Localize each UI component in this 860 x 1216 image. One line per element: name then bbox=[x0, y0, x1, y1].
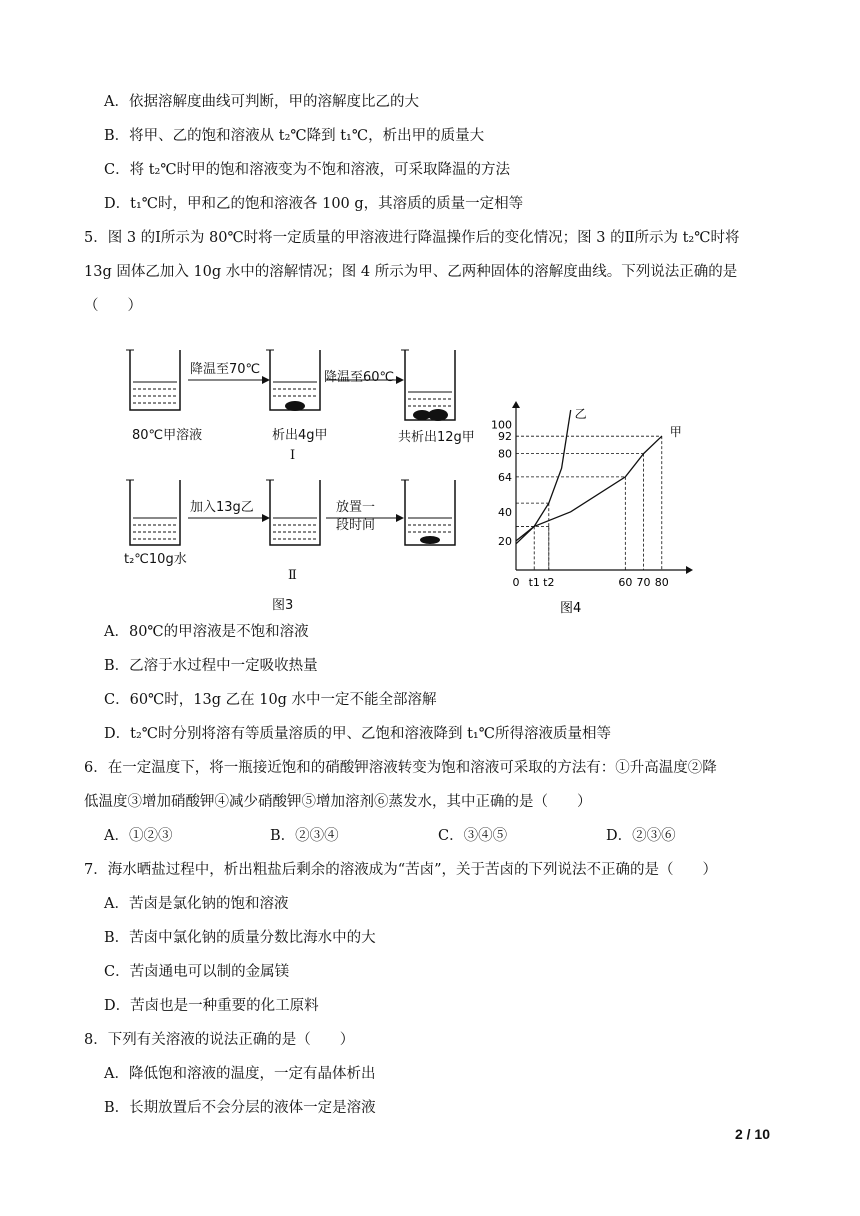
q8-option-a: A．降低饱和溶液的温度，一定有晶体析出 bbox=[104, 1066, 376, 1082]
y-tick-label-2: 64 bbox=[498, 470, 512, 484]
q8-option-b: B．长期放置后不会分层的液体一定是溶液 bbox=[104, 1100, 376, 1116]
q4-option-d: D．t₁℃时，甲和乙的饱和溶液各 100 g，其溶质的质量一定相等 bbox=[104, 196, 524, 212]
y-tick-label-3: 80 bbox=[498, 447, 512, 461]
beaker-1 bbox=[126, 350, 180, 410]
y-axis-arrow bbox=[512, 401, 520, 408]
q6-stem-line2: 低温度③增加硝酸钾④减少硝酸钾⑤增加溶剂⑥蒸发水，其中正确的是（ ） bbox=[84, 794, 592, 810]
q6-stem-line1: 6．在一定温度下，将一瓶接近饱和的硝酸钾溶液转变为饱和溶液可采取的方法有：①升高温度②降 bbox=[84, 760, 717, 776]
x-tick-label-1: t1 bbox=[528, 576, 540, 589]
q7-option-c: C．苦卤通电可以制的金属镁 bbox=[104, 964, 290, 980]
x-tick-label-5: 80 bbox=[654, 576, 669, 589]
figure-3 bbox=[120, 340, 490, 620]
roman-two: Ⅱ bbox=[288, 568, 297, 583]
q7-option-b: B．苦卤中氯化钠的质量分数比海水中的大 bbox=[104, 930, 376, 946]
series-label-0: 乙 bbox=[574, 407, 587, 421]
q4-option-b: B．将甲、乙的饱和溶液从 t₂℃降到 t₁℃，析出甲的质量大 bbox=[104, 128, 485, 144]
x-tick-label-3: 60 bbox=[618, 576, 633, 589]
beaker-3 bbox=[401, 350, 455, 421]
beaker-6 bbox=[401, 480, 455, 545]
x-tick-label-0: 0 bbox=[512, 576, 520, 589]
q6-choice-b: B．②③④ bbox=[270, 828, 339, 844]
arrow-label-add-13g: 加入13g乙 bbox=[190, 500, 254, 515]
label-precip-12g: 共析出12g甲 bbox=[398, 430, 475, 445]
q5-option-d: D．t₂℃时分别将溶有等质量溶质的甲、乙饱和溶液降到 t₁℃所得溶液质量相等 bbox=[104, 726, 611, 742]
label-80c-solution: 80℃甲溶液 bbox=[132, 428, 203, 443]
q4-option-a: A．依据溶解度曲线可判断，甲的溶解度比乙的大 bbox=[104, 94, 419, 110]
q7-option-d: D．苦卤也是一种重要的化工原料 bbox=[104, 998, 319, 1014]
arrow-label-cool-60: 降温至60℃ bbox=[324, 370, 395, 385]
figure-4-caption: 图4 bbox=[560, 601, 582, 616]
arrow-label-leave-2: 段时间 bbox=[336, 518, 376, 533]
label-t2-10g-water: t₂℃10g水 bbox=[124, 552, 187, 567]
q6-choice-c: C．③④⑤ bbox=[438, 828, 508, 844]
roman-one: Ⅰ bbox=[290, 448, 296, 463]
y-tick-label-1: 40 bbox=[498, 505, 512, 519]
series-curve-0 bbox=[516, 410, 571, 541]
q6-choices bbox=[104, 826, 744, 846]
beaker-2 bbox=[266, 350, 320, 411]
arrow-label-leave-1: 放置一 bbox=[336, 500, 376, 515]
q5-stem-line1: 5．图 3 的Ⅰ所示为 80℃时将一定质量的甲溶液进行降温操作后的变化情况；图 3 的Ⅱ所示为 t₂℃时将 bbox=[84, 230, 740, 246]
arrow-label-cool-70: 降温至70℃ bbox=[190, 362, 261, 377]
q5-option-c: C．60℃时，13g 乙在 10g 水中一定不能全部溶解 bbox=[104, 692, 437, 708]
series-curve-1 bbox=[516, 436, 662, 544]
q5-stem-line3: （ ） bbox=[84, 298, 142, 314]
page-number: 2 / 10 bbox=[734, 1126, 770, 1142]
q7-option-a: A．苦卤是氯化钠的饱和溶液 bbox=[104, 896, 289, 912]
y-tick-label-0: 20 bbox=[498, 534, 512, 548]
figure-3-caption: 图3 bbox=[272, 598, 294, 613]
q6-choice-a: A．①②③ bbox=[104, 828, 173, 844]
beaker-4 bbox=[126, 480, 180, 545]
q4-option-c: C．将 t₂℃时甲的饱和溶液变为不饱和溶液，可采取降温的方法 bbox=[104, 162, 511, 178]
beaker-5 bbox=[266, 480, 320, 545]
series-label-1: 甲 bbox=[669, 425, 682, 440]
q5-option-a: A．80℃的甲溶液是不饱和溶液 bbox=[104, 624, 309, 640]
figure-4-chart bbox=[490, 400, 710, 620]
x-tick-label-2: t2 bbox=[543, 576, 555, 589]
y-tick-label-5: 100 bbox=[491, 418, 512, 432]
x-axis-arrow bbox=[686, 566, 693, 574]
y-tick-label-4: 92 bbox=[498, 430, 512, 444]
x-tick-label-4: 70 bbox=[636, 576, 651, 589]
q8-stem: 8．下列有关溶液的说法正确的是（ ） bbox=[84, 1032, 355, 1048]
q5-stem-line2: 13g 固体乙加入 10g 水中的溶解情况；图 4 所示为甲、乙两种固体的溶解度曲线。下列说法正确的是 bbox=[84, 264, 738, 280]
label-precip-4g: 析出4g甲 bbox=[272, 428, 328, 443]
q6-choice-d: D．②③⑥ bbox=[606, 828, 676, 844]
q5-option-b: B．乙溶于水过程中一定吸收热量 bbox=[104, 658, 318, 674]
q7-stem: 7．海水晒盐过程中，析出粗盐后剩余的溶液成为“苦卤”，关于苦卤的下列说法不正确的是（ ） bbox=[84, 862, 718, 878]
